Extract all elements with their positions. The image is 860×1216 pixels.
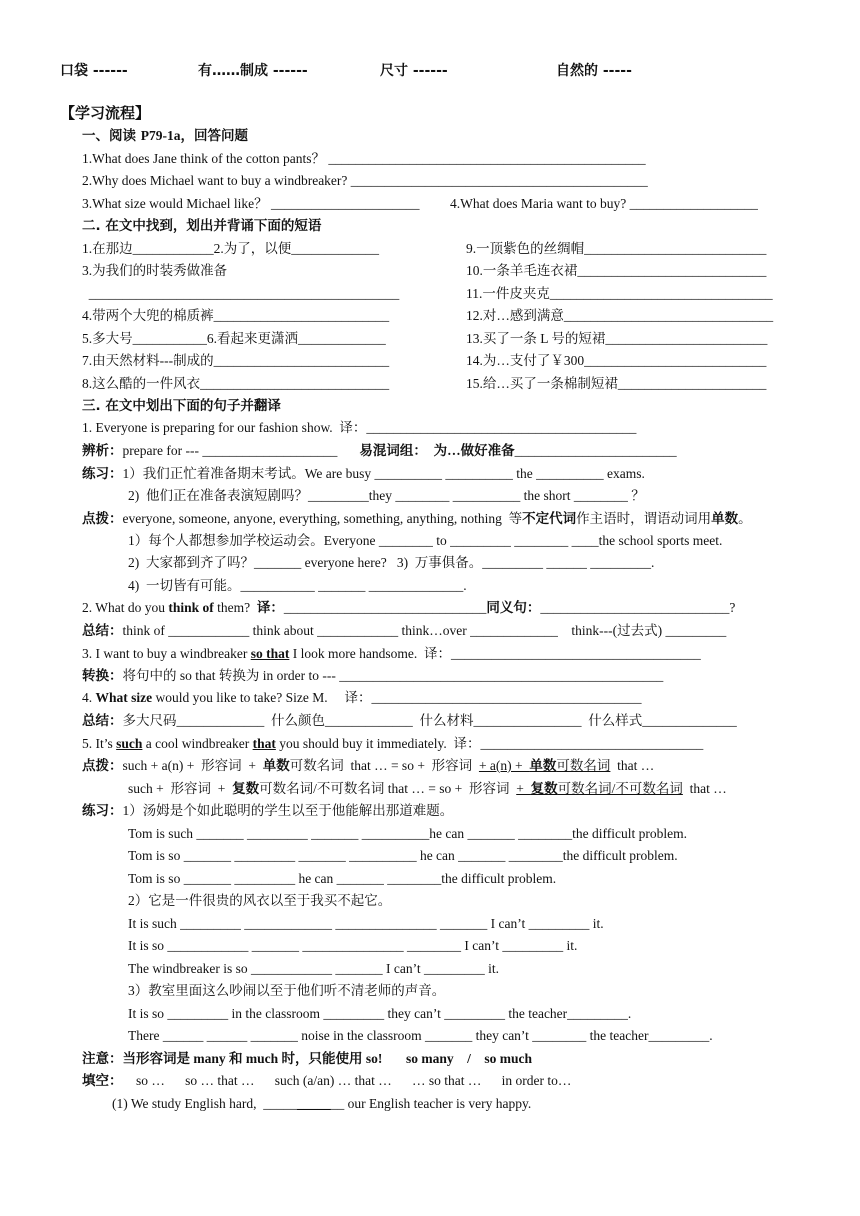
- vocab-made-of: 有……制成 ------: [198, 63, 308, 79]
- phrase-left-5: 5.多大号___________6.看起来更潇洒_____________: [82, 331, 386, 346]
- exercise-1b: Tom is so _______ _________ _______ __________ he can _______ ________the difficult problem.: [128, 848, 678, 863]
- phrase-right-3: 11.一件皮夹克_________________________________: [466, 286, 773, 301]
- section-3-heading: 三. 在文中划出下面的句子并翻译: [82, 398, 281, 414]
- vocab-size: 尺寸 ------: [380, 63, 448, 79]
- tip-practice-1: 1）每个人都想参加学校运动会。Everyone ________ to _________ ________ ____the school sports meet.: [128, 533, 723, 548]
- phrase-left-2: 3.为我们的时装秀做准备: [82, 263, 228, 278]
- vocab-pocket: 口袋 ------: [60, 63, 128, 79]
- phrase-left-3: ______________________________________________: [82, 286, 400, 301]
- phrase-right-4: 12.对…感到满意_______________________________: [466, 308, 774, 323]
- exercise-1-prompt: 练习：1）汤姆是个如此聪明的学生以至于他能解出那道难题。: [82, 803, 454, 818]
- exercise-3a: It is so _________ in the classroom _________ they can’t _________ the teacher_________.: [128, 1006, 632, 1021]
- section-1-heading: 一、阅读 P79-1a，回答问题: [82, 128, 248, 144]
- fill-in-options: 填空： so … so … that … such (a/an) … that … … so that … in order to…: [82, 1073, 572, 1088]
- page-title: 【学习流程】: [60, 104, 151, 122]
- tip-practice-2: 2) 大家都到齐了吗？_______ everyone here? 3) 万事俱备。_________ ______ _________.: [128, 555, 655, 570]
- phrase-right-5: 13.买了一条 L 号的短裙________________________: [466, 331, 768, 346]
- tip-indefinite-pronouns: 点拨：everyone, someone, anyone, everything, something, anything, nothing 等不定代词作主语时，谓语动词用单数。: [82, 511, 752, 526]
- vocab-natural: 自然的 -----: [556, 63, 632, 79]
- tip-practice-4: 4) 一切皆有可能。___________ _______ ______________.: [128, 578, 467, 593]
- phrase-left-7: 8.这么酷的一件风衣____________________________: [82, 376, 390, 391]
- phrase-left-1: 1.在那边____________2.为了，以便_____________: [82, 241, 379, 256]
- practice-1: 练习：1）我们正忙着准备期末考试。We are busy __________ __________ the __________ exams.: [82, 466, 645, 481]
- phrase-left-6: 7.由天然材料---制成的__________________________: [82, 353, 390, 368]
- tip-such-singular: 点拨：such + a(n) + 形容词 + 单数可数名词 that … = so + 形容词 + a(n) + 单数可数名词 that …: [82, 758, 655, 773]
- sentence-2: 2. What do you think of them? 译：______________________________同义句：____________________________?: [82, 600, 736, 615]
- analysis-line: 辨析：prepare for --- ____________________ 易混词组： 为…做好准备________________________: [82, 443, 677, 458]
- exercise-2-prompt: 2）它是一件很贵的风衣以至于我买不起它。: [128, 893, 392, 908]
- section-2-heading: 二. 在文中找到，划出并背诵下面的短语: [82, 218, 322, 234]
- conversion-line: 转换：将句中的 so that 转换为 in order to --- ________________________________________________: [82, 668, 664, 683]
- exercise-2c: The windbreaker is so ____________ _______ I can’t _________ it.: [128, 961, 499, 976]
- sentence-3: 3. I want to buy a windbreaker so that I look more handsome. 译：_____________________________________: [82, 646, 701, 661]
- question-3: 3.What size would Michael like？ ______________________: [82, 196, 420, 211]
- summary-think: 总结：think of ____________ think about ____________ think…over _____________ think---(过去式) _________: [82, 623, 727, 638]
- fill-in-1: (1) We study English hard, ____________ our English teacher is very happy.: [112, 1096, 532, 1111]
- note-many-much: 注意：当形容词是 many 和 much 时，只能使用 so! so many / so much: [82, 1051, 533, 1066]
- phrase-right-7: 15.给…买了一条棉制短裙______________________: [466, 376, 767, 391]
- exercise-2a: It is such _________ _____________ _______________ _______ I can’t _________ it.: [128, 916, 604, 931]
- sentence-5: 5. It’s such a cool windbreaker that you should buy it immediately. 译：_________________________________: [82, 736, 704, 751]
- phrase-right-6: 14.为…支付了￥300___________________________: [466, 353, 767, 368]
- sentence-4: 4. What size would you like to take? Size M. 译：________________________________________: [82, 690, 642, 705]
- exercise-1a: Tom is such _______ _________ _______ __________he can _______ ________the difficult problem.: [128, 826, 688, 841]
- exercise-3-prompt: 3）教室里面这么吵闹以至于他们听不清老师的声音。: [128, 983, 446, 998]
- question-1: 1.What does Jane think of the cotton pants？ _______________________________________________: [82, 151, 646, 166]
- exercise-3b: There ______ ______ _______ noise in the classroom _______ they can’t ________ the teacher_________.: [128, 1028, 713, 1043]
- sentence-1: 1. Everyone is preparing for our fashion show. 译：________________________________________: [82, 420, 637, 435]
- phrase-right-2: 10.一条羊毛连衣裙____________________________: [466, 263, 767, 278]
- tip-such-plural: such + 形容词 + 复数可数名词/不可数名词 that … = so + 形容词 + 复数可数名词/不可数名词 that …: [128, 781, 727, 796]
- summary-what: 总结：多大尺码_____________ 什么颜色_____________ 什么材料________________ 什么样式______________: [82, 713, 737, 728]
- practice-2: 2) 他们正在准备表演短剧吗？_________they ________ __________ the short ________ ？: [128, 488, 645, 503]
- exercise-1c: Tom is so _______ _________ he can _______ ________the difficult problem.: [128, 871, 557, 886]
- phrase-right-1: 9.一顶紫色的丝绸帽___________________________: [466, 241, 767, 256]
- exercise-2b: It is so ____________ _______ _______________ ________ I can’t _________ it.: [128, 938, 578, 953]
- question-4: 4.What does Maria want to buy? ___________________: [450, 196, 758, 211]
- question-2: 2.Why does Michael want to buy a windbreaker? ____________________________________________: [82, 173, 648, 188]
- phrase-left-4: 4.带两个大兜的棉质裤__________________________: [82, 308, 390, 323]
